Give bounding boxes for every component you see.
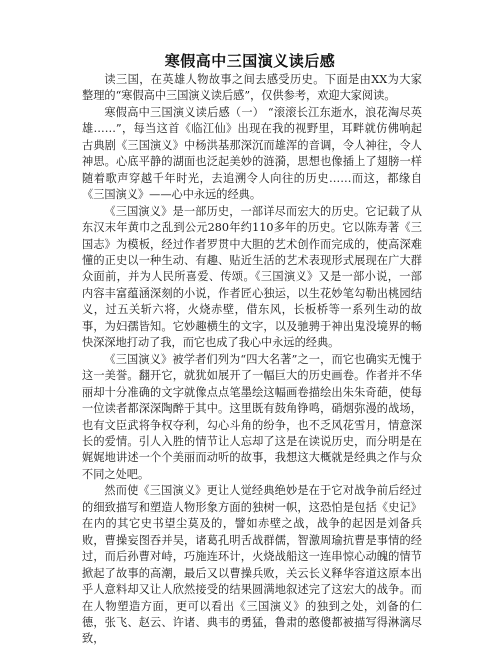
paragraph-3: 《三国演义》被学者们列为“四大名著”之一，而它也确实无愧于这一美誉。翻开它，就犹如展开了一幅巨大的历史画卷。作者并不华丽却十分准确的文字就像点点笔墨绘这幅画卷描绘出朱朱奇葩，使每一位读者都深深陶醉于其中。这里既有鼓角铮鸣，硝烟弥漫的战场，也有文臣武将争权夺利，勾心斗角的纷争，也不乏风花雪月，情意深长的爱情。引人入胜的情节让人忘却了这是在读说历史，而分明是在娓娓地讲述一个个美丽而动听的故事，我想这大概就是经典之作与众不同之处吧。 [82,352,422,481]
document-title: 寒假高中三国演义读后感 [164,52,336,70]
document-body [82,72,422,648]
paragraph-4: 然而使《三国演义》更让人觉经典绝妙是在于它对战争前后经过的细致描写和塑造人物形象方面的独树一帜，这恐怕是包括《史记》在内的其它史书望尘莫及的，譬如赤壁之战，战争的起因是刘备兵败，曹操妄图吞并吴，诸葛孔明舌战群儒，智激周瑜抗曹是事情的经过，而后孙曹对峙，巧施连环计，火烧战船这一连串惊心动魄的情节掀起了故事的高潮，最后又以曹操兵败，关云长义释华容道这原本出乎人意料却又让人欣然接受的结果圆满地叙述完了这宏大的战争。而在人物塑造方面，更可以看出《三国演义》的独到之处，刘备的仁德，张飞、赵云、许诸、典韦的勇猛，鲁肃的憨傻都被描写得淋漓尽致， [82,484,422,646]
paragraph-intro: 读三国，在英雄人物故事之间去感受历史。下面是由XX为大家整理的“寒假高中三国演义读后感”，仅供参考，欢迎大家阅读。 [82,73,422,103]
paragraph-1: 寒假高中三国演义读后感（一） “滚滚长江东逝水，浪花淘尽英雄……”，每当这首《临江仙》出现在我的视野里，耳畔就仿佛响起古典剧《三国演义》中杨洪基那深沉而雄浑的音调，令人神往，令人神思。心底平静的湖面也泛起美妙的涟漪，思想也像插上了翅膀一样随着歌声穿越千年时光，去追溯令人向往的历史……而这，都缘自《三国演义》——心中永远的经典。 [82,105,422,202]
paragraph-2: 《三国演义》是一部历史，一部详尽而宏大的历史。它记载了从东汉末年黄巾之乱到公元280年约110多年的历史。它以陈寿著《三国志》为模板，经过作者罗贯中大胆的艺术创作而完成的，使高深难懂的正史以一种生动、有趣、贴近生活的艺术表现形式展现在广大群众面前，并为人民所喜爱、传颂。《三国演义》又是一部小说，一部内容丰富蕴涵深刻的小说，作者匠心独运，以生花妙笔勾勒出桃园结义，过五关斩六将，火烧赤壁，借东风，长板桥等一系列生动的故事，为妇孺皆知。它妙趣横生的文字，以及驰骋于神出鬼没境界的畅快深深地打动了我，而它也成了我心中永远的经典。 [82,204,422,350]
